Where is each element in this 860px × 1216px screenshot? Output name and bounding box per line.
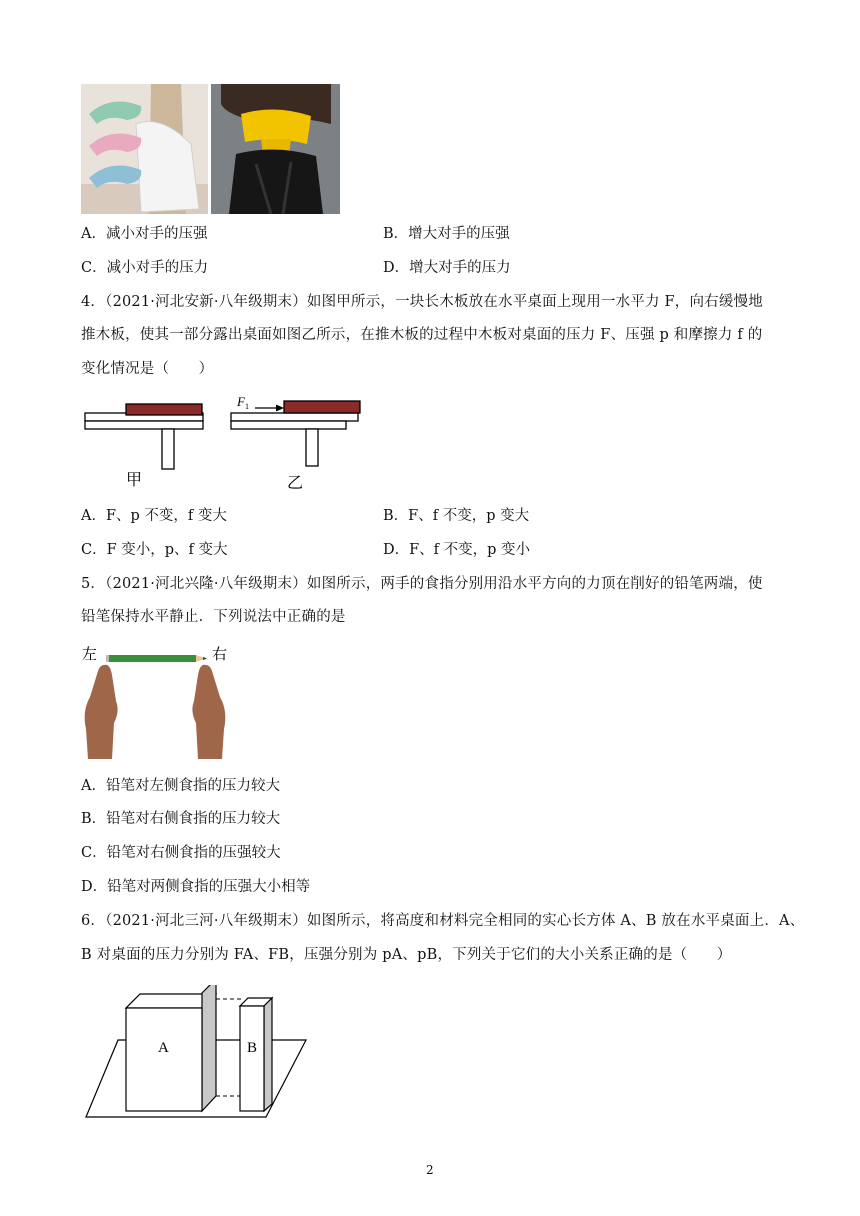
- q4-stem-line3: 变化情况是（ ）: [81, 361, 214, 377]
- q3-option-a: A．减小对手的压强: [81, 226, 208, 242]
- block-a-label: A: [158, 1040, 169, 1056]
- q3-option-d: D．增大对手的压力: [383, 260, 511, 276]
- block-b-label: B: [247, 1040, 258, 1056]
- q3-option-c: C．减小对手的压力: [81, 260, 209, 276]
- q4-label-jia: 甲: [126, 470, 143, 489]
- right-hand: [192, 665, 225, 759]
- left-hand: [85, 665, 118, 759]
- q5-option-c: C．铅笔对右侧食指的压强较大: [81, 845, 281, 861]
- q4-force-label: F: [237, 394, 245, 409]
- q5-figure: [80, 641, 235, 759]
- pencil-body: [108, 655, 196, 662]
- q4-option-d: D．F、f 不变，p 变小: [383, 542, 531, 558]
- page-number: 2: [426, 1163, 434, 1177]
- q4-figure-right: [231, 401, 360, 466]
- q5-option-b: B．铅笔对右侧食指的压力较大: [81, 811, 281, 827]
- q4-label-yi: 乙: [287, 473, 304, 492]
- q5-option-a: A．铅笔对左侧食指的压力较大: [81, 778, 280, 794]
- q4-option-a: A．F、p 不变，f 变大: [81, 508, 227, 524]
- q5-stem-line1: 5．（2021·河北兴隆·八年级期末）如图所示，两手的食指分别用沿水平方向的力顶在削好的铅笔两端，使: [81, 576, 763, 592]
- q3-photo-hand-bag: [211, 84, 340, 214]
- q5-label-left: 左: [82, 645, 98, 663]
- q4-figure-left: [85, 404, 203, 469]
- q4-stem-line2: 推木板，使其一部分露出桌面如图乙所示，在推木板的过程中木板对桌面的压力 F、压强 p 和摩擦力 f 的: [81, 327, 763, 343]
- q4-option-b: B．F、f 不变，p 变大: [383, 508, 530, 524]
- q4-figure: [82, 392, 367, 492]
- q4-force-subscript: 1: [245, 402, 249, 411]
- q6-figure: [84, 985, 314, 1120]
- q3-option-b: B．增大对手的压强: [383, 226, 510, 242]
- q3-photo-hooks: [81, 84, 208, 214]
- q6-stem-line1: 6．（2021·河北三河·八年级期末）如图所示，将高度和材料完全相同的实心长方体 A、B 放在水平桌面上．A、: [81, 913, 805, 929]
- q5-stem-line2: 铅笔保持水平静止．下列说法中正确的是: [81, 609, 346, 625]
- q6-stem-line2: B 对桌面的压力分别为 FA、FB，压强分别为 pA、pB，下列关于它们的大小关系正确的是（ ）: [81, 947, 732, 963]
- q4-option-c: C．F 变小，p、f 变大: [81, 542, 228, 558]
- q5-option-d: D．铅笔对两侧食指的压强大小相等: [81, 879, 311, 895]
- q5-label-right: 右: [212, 645, 228, 663]
- block-a: [126, 985, 216, 1111]
- q4-stem-line1: 4．（2021·河北安新·八年级期末）如图甲所示，一块长木板放在水平桌面上现用一水平力 F，向右缓慢地: [81, 294, 763, 310]
